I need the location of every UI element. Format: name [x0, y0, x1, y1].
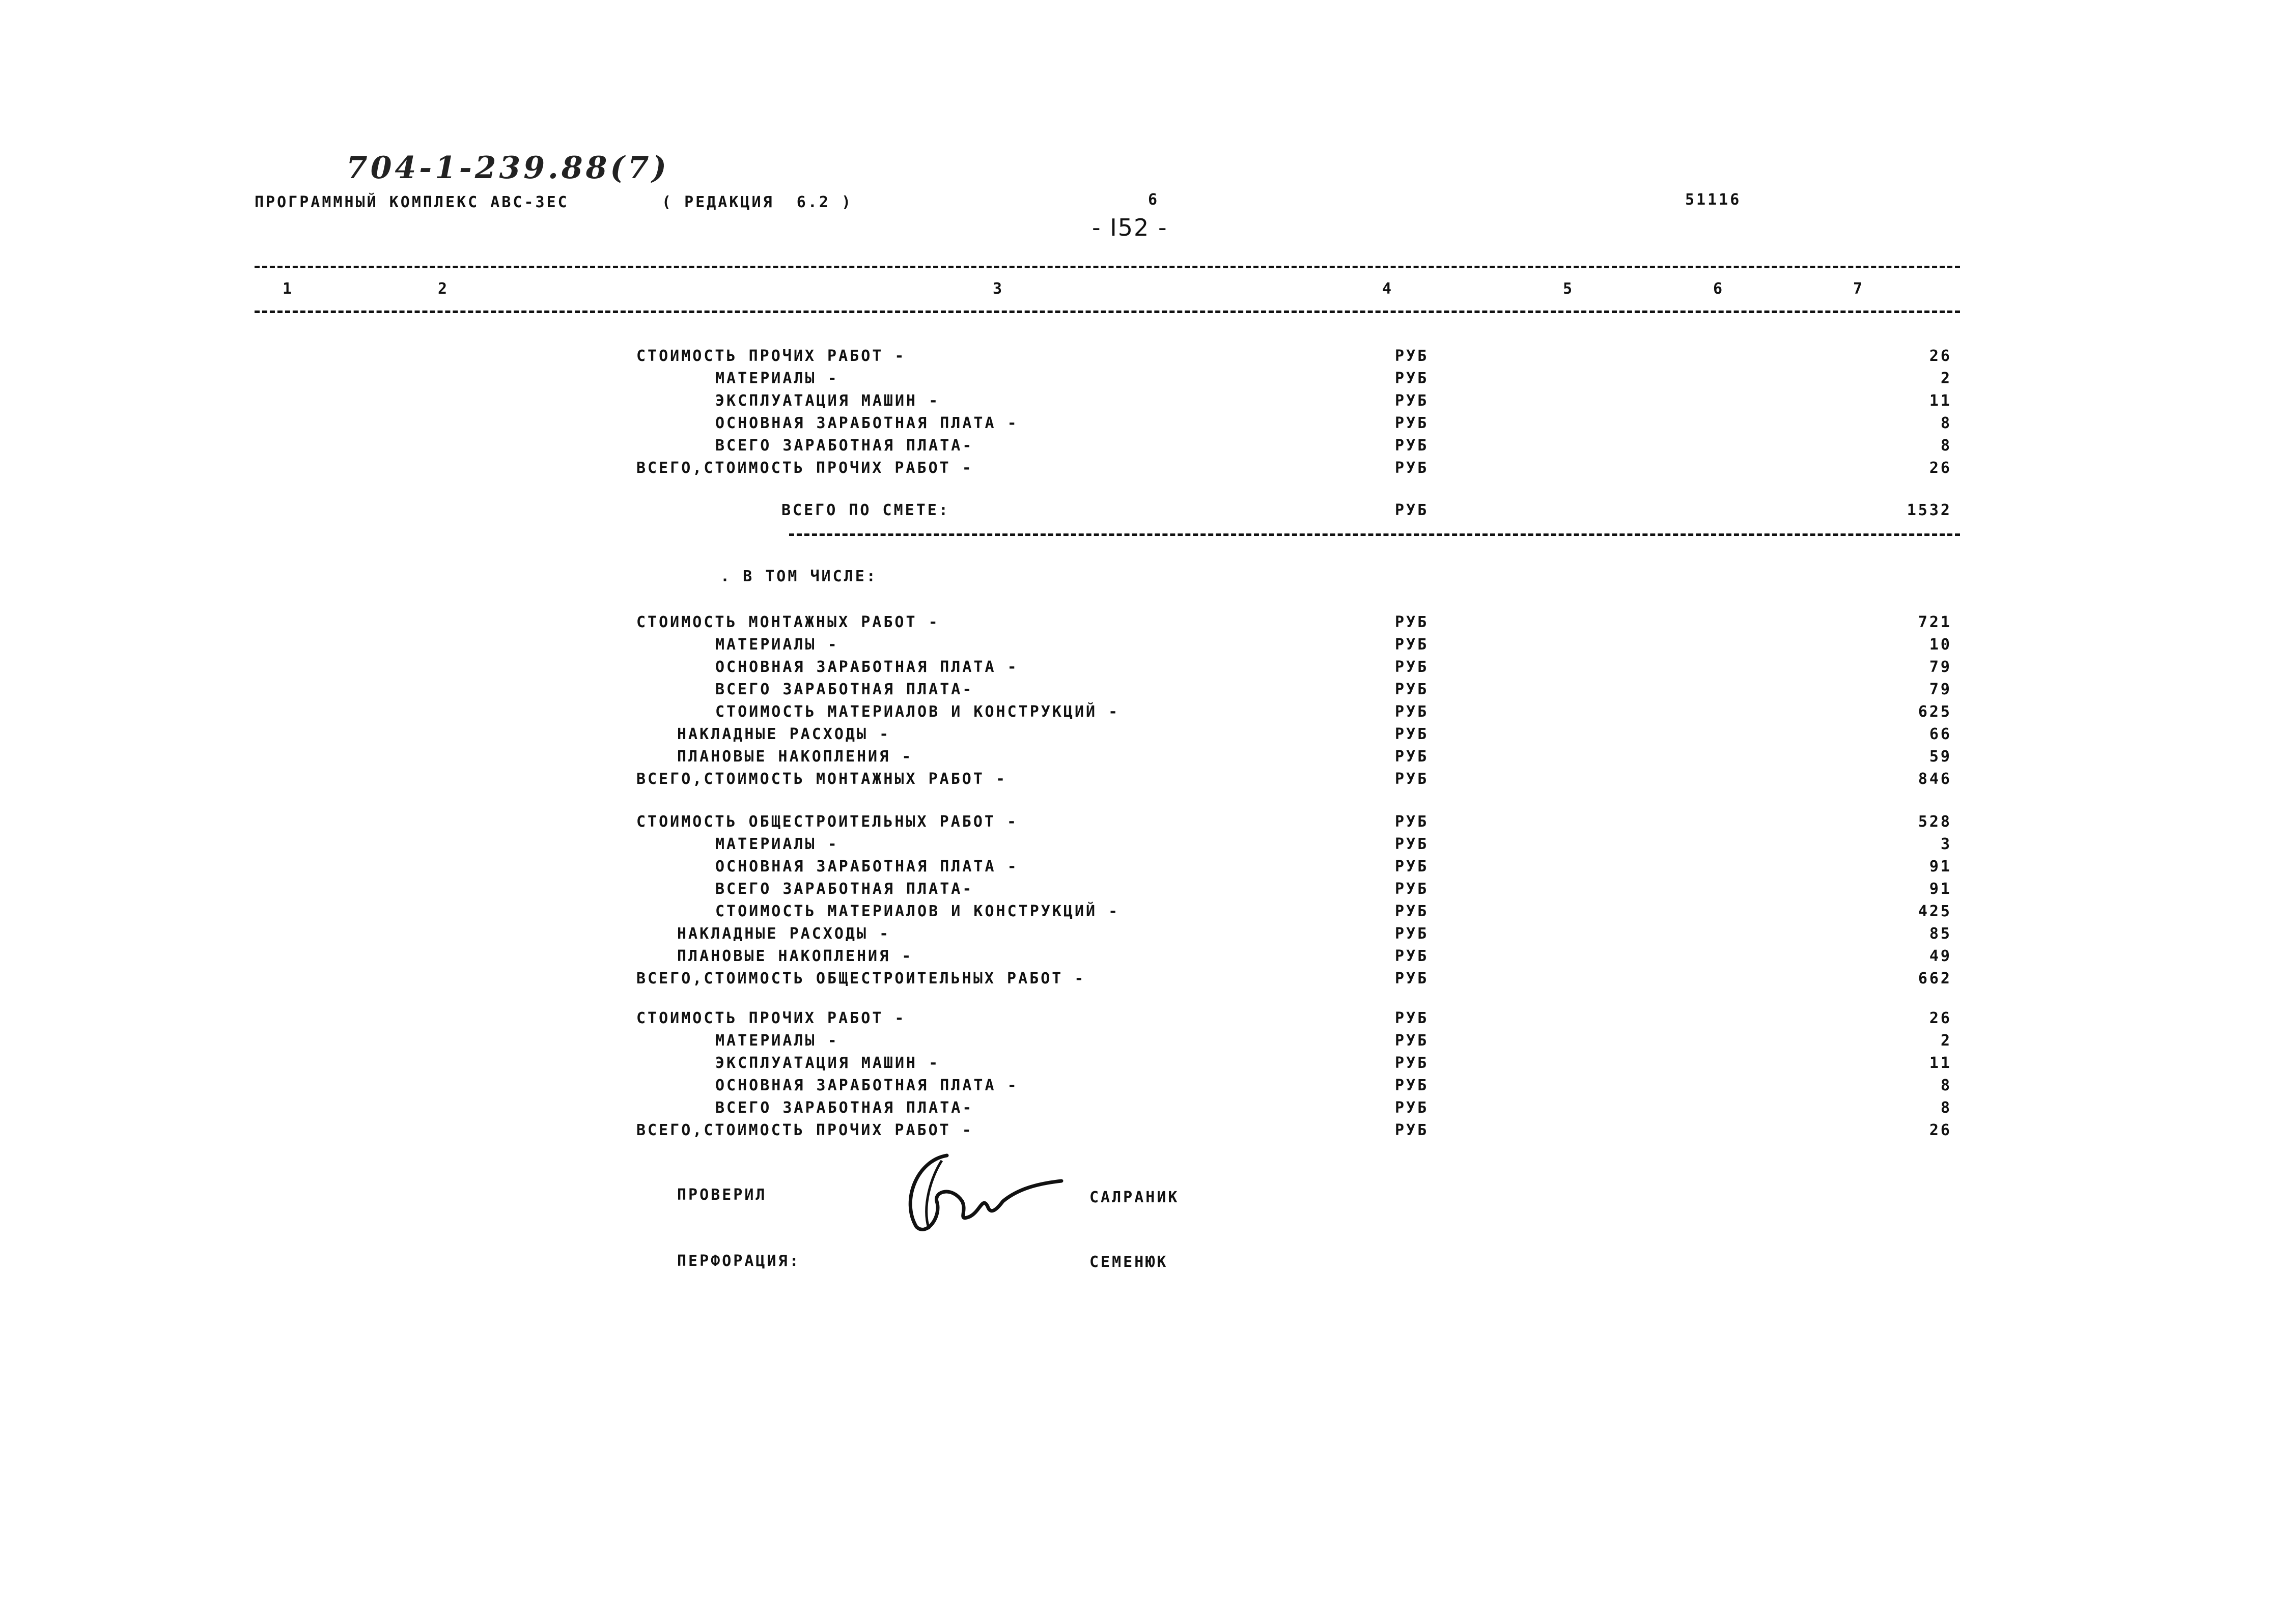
row-label: СТОИМОСТЬ ОБЩЕСТРОИТЕЛЬНЫХ РАБОТ -: [636, 813, 1019, 831]
row-value: 66: [1929, 725, 1952, 743]
column-number: 5: [1563, 280, 1573, 298]
row-label: ВСЕГО,СТОИМОСТЬ ПРОЧИХ РАБОТ -: [636, 1121, 973, 1139]
row-unit: РУБ: [1395, 925, 1429, 943]
column-number: 4: [1382, 280, 1392, 298]
row-value: 11: [1929, 392, 1952, 410]
signature-image: [886, 1140, 1069, 1242]
row-label: ВСЕГО ЗАРАБОТНАЯ ПЛАТА-: [715, 681, 974, 698]
row-value: 2: [1940, 370, 1952, 387]
row-label: ВСЕГО,СТОИМОСТЬ МОНТАЖНЫХ РАБОТ -: [636, 770, 1007, 788]
column-number: 1: [283, 280, 292, 298]
row-unit: РУБ: [1395, 1099, 1429, 1117]
row-unit: РУБ: [1395, 1054, 1429, 1072]
row-value: 91: [1929, 858, 1952, 876]
row-label: ОСНОВНАЯ ЗАРАБОТНАЯ ПЛАТА -: [715, 858, 1019, 876]
row-label: СТОИМОСТЬ МАТЕРИАЛОВ И КОНСТРУКЦИЙ -: [715, 902, 1120, 920]
row-value: 26: [1929, 1121, 1952, 1139]
row-label: ВСЕГО ЗАРАБОТНАЯ ПЛАТА-: [715, 1099, 974, 1117]
row-label: ВСЕГО ЗАРАБОТНАЯ ПЛАТА-: [715, 880, 974, 898]
row-value: 26: [1929, 347, 1952, 365]
row-label: ПЛАНОВЫЕ НАКОПЛЕНИЯ -: [677, 947, 913, 965]
row-unit: РУБ: [1395, 813, 1429, 831]
header-rule-top: [255, 266, 1960, 268]
row-unit: РУБ: [1395, 681, 1429, 698]
row-label: МАТЕРИАЛЫ -: [715, 1032, 839, 1050]
row-unit: РУБ: [1395, 459, 1429, 477]
row-value: 10: [1929, 636, 1952, 654]
checked-label: ПРОВЕРИЛ: [677, 1186, 767, 1204]
row-value: 721: [1918, 613, 1952, 631]
row-unit: РУБ: [1395, 392, 1429, 410]
edition: ( РЕДАКЦИЯ 6.2 ): [662, 193, 853, 211]
row-label: ОСНОВНАЯ ЗАРАБОТНАЯ ПЛАТА -: [715, 658, 1019, 676]
total-unit: РУБ: [1395, 501, 1429, 519]
row-unit: РУБ: [1395, 1121, 1429, 1139]
row-unit: РУБ: [1395, 1077, 1429, 1094]
row-value: 425: [1918, 902, 1952, 920]
row-label: ЭКСПЛУАТАЦИЯ МАШИН -: [715, 1054, 940, 1072]
row-value: 8: [1940, 437, 1952, 455]
row-value: 662: [1918, 970, 1952, 988]
row-value: 11: [1929, 1054, 1952, 1072]
row-unit: РУБ: [1395, 613, 1429, 631]
row-label: ОСНОВНАЯ ЗАРАБОТНАЯ ПЛАТА -: [715, 414, 1019, 432]
row-value: 3: [1940, 835, 1952, 853]
column-number: 3: [993, 280, 1002, 298]
row-unit: РУБ: [1395, 658, 1429, 676]
row-value: 49: [1929, 947, 1952, 965]
row-unit: РУБ: [1395, 347, 1429, 365]
handwritten-doc-code: 704-1-239.88(7): [346, 150, 669, 186]
total-value: 1532: [1907, 501, 1952, 519]
sheet-small-number: 6: [1148, 191, 1160, 209]
row-unit: РУБ: [1395, 1032, 1429, 1050]
row-value: 91: [1929, 880, 1952, 898]
row-label: ОСНОВНАЯ ЗАРАБОТНАЯ ПЛАТА -: [715, 1077, 1019, 1094]
row-label: ВСЕГО,СТОИМОСТЬ ПРОЧИХ РАБОТ -: [636, 459, 973, 477]
perforation-label: ПЕРФОРАЦИЯ:: [677, 1252, 801, 1270]
row-label: ВСЕГО,СТОИМОСТЬ ОБЩЕСТРОИТЕЛЬНЫХ РАБОТ -: [636, 970, 1086, 988]
row-value: 846: [1918, 770, 1952, 788]
row-unit: РУБ: [1395, 414, 1429, 432]
row-unit: РУБ: [1395, 970, 1429, 988]
row-value: 8: [1940, 414, 1952, 432]
row-label: ЭКСПЛУАТАЦИЯ МАШИН -: [715, 392, 940, 410]
row-unit: РУБ: [1395, 748, 1429, 766]
row-unit: РУБ: [1395, 725, 1429, 743]
row-unit: РУБ: [1395, 858, 1429, 876]
row-value: 625: [1918, 703, 1952, 721]
row-label: НАКЛАДНЫЕ РАСХОДЫ -: [677, 925, 891, 943]
row-unit: РУБ: [1395, 835, 1429, 853]
row-value: 8: [1940, 1099, 1952, 1117]
row-value: 26: [1929, 459, 1952, 477]
row-unit: РУБ: [1395, 770, 1429, 788]
row-value: 8: [1940, 1077, 1952, 1094]
row-label: ПЛАНОВЫЕ НАКОПЛЕНИЯ -: [677, 748, 913, 766]
including-label: . В ТОМ ЧИСЛЕ:: [720, 568, 878, 585]
row-label: СТОИМОСТЬ МАТЕРИАЛОВ И КОНСТРУКЦИЙ -: [715, 703, 1120, 721]
row-label: СТОИМОСТЬ ПРОЧИХ РАБОТ -: [636, 347, 906, 365]
row-value: 59: [1929, 748, 1952, 766]
row-label: СТОИМОСТЬ МОНТАЖНЫХ РАБОТ -: [636, 613, 940, 631]
row-value: 85: [1929, 925, 1952, 943]
row-label: МАТЕРИАЛЫ -: [715, 636, 839, 654]
row-unit: РУБ: [1395, 1009, 1429, 1027]
column-number: 2: [438, 280, 447, 298]
column-number: 6: [1713, 280, 1723, 298]
total-rule: [789, 533, 1960, 536]
row-unit: РУБ: [1395, 370, 1429, 387]
row-value: 79: [1929, 658, 1952, 676]
row-value: 79: [1929, 681, 1952, 698]
header-rule-bottom: [255, 311, 1960, 313]
total-label: ВСЕГО ПО СМЕТЕ:: [781, 501, 950, 519]
doc-code: 51116: [1685, 191, 1742, 209]
row-label: МАТЕРИАЛЫ -: [715, 370, 839, 387]
perforation-name: СЕМЕНЮК: [1089, 1253, 1168, 1271]
program-name: ПРОГРАММНЫЙ КОМПЛЕКС АВС-3ЕС: [255, 193, 569, 211]
checked-name: САЛРАНИК: [1089, 1189, 1180, 1206]
row-unit: РУБ: [1395, 947, 1429, 965]
row-unit: РУБ: [1395, 636, 1429, 654]
row-unit: РУБ: [1395, 902, 1429, 920]
row-label: СТОИМОСТЬ ПРОЧИХ РАБОТ -: [636, 1009, 906, 1027]
page-number: - I52 -: [1092, 214, 1168, 241]
row-label: НАКЛАДНЫЕ РАСХОДЫ -: [677, 725, 891, 743]
row-value: 528: [1918, 813, 1952, 831]
row-unit: РУБ: [1395, 437, 1429, 455]
row-unit: РУБ: [1395, 703, 1429, 721]
row-unit: РУБ: [1395, 880, 1429, 898]
row-label: МАТЕРИАЛЫ -: [715, 835, 839, 853]
row-value: 2: [1940, 1032, 1952, 1050]
row-value: 26: [1929, 1009, 1952, 1027]
row-label: ВСЕГО ЗАРАБОТНАЯ ПЛАТА-: [715, 437, 974, 455]
column-number: 7: [1853, 280, 1863, 298]
